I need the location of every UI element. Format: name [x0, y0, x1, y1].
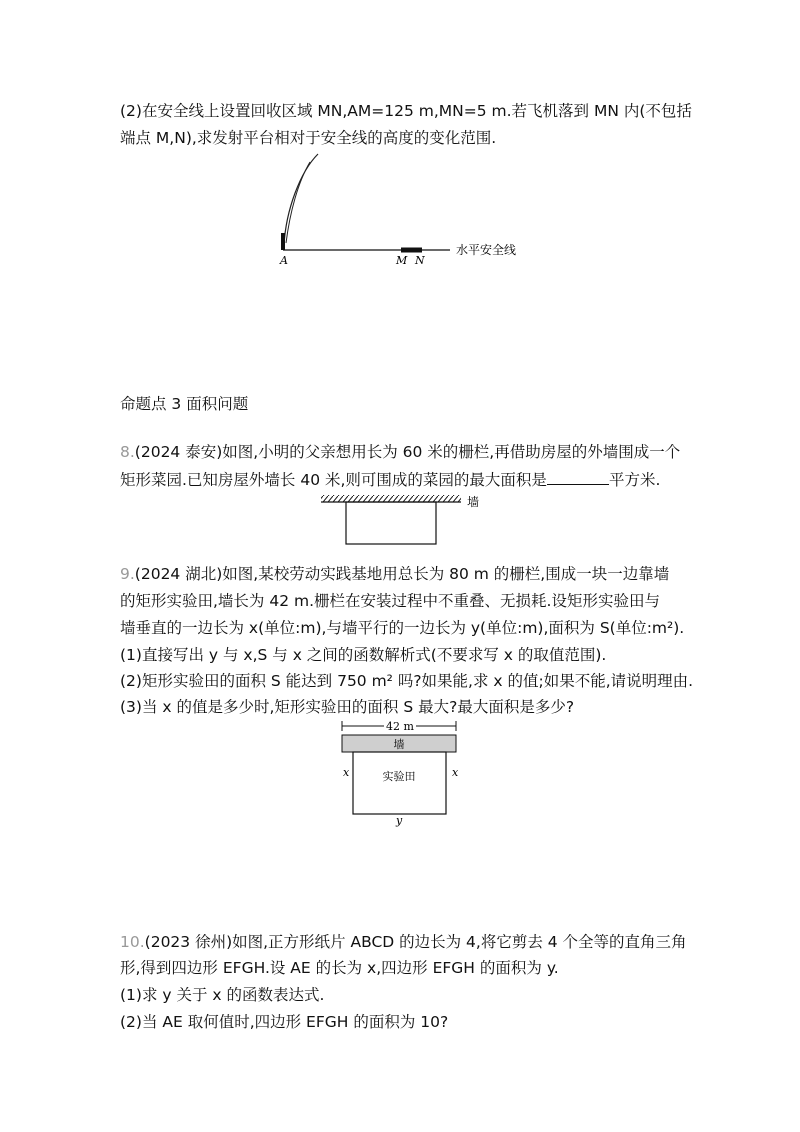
bottom-side-label: y	[396, 814, 403, 827]
launch-trajectory-figure	[270, 150, 540, 270]
experiment-field-figure	[336, 716, 468, 828]
wall-label: 墙	[467, 495, 480, 509]
q9-sub2: (2)矩形实验田的面积 S 能达到 750 m² 吗?如果能,求 x 的值;如果不能,请说明理由.	[120, 672, 694, 690]
q9-text-line2: 的矩形实验田,墙长为 42 m.栅栏在安装过程中不重叠、无损耗.设矩形实验田与	[120, 592, 660, 610]
safety-line-label: 水平安全线	[456, 243, 517, 257]
q10-line1	[120, 932, 687, 952]
q10-text-line2: 形,得到四边形 EFGH.设 AE 的长为 x,四边形 EFGH 的面积为 y.	[120, 959, 559, 977]
q9-sub3: (3)当 x 的值是多少时,矩形实验田的面积 S 最大?最大面积是多少?	[120, 698, 575, 716]
garden-fence-rectangle	[346, 502, 436, 544]
q8-line1	[120, 442, 680, 462]
point-a-label: A	[280, 254, 288, 267]
q8-text-line2: 矩形菜园.已知房屋外墙长 40 米,则可围成的菜园的最大面积是	[120, 471, 547, 489]
q10-text-line1: (2023 徐州)如图,正方形纸片 ABCD 的边长为 4,将它剪去 4 个全等的直角三角	[144, 933, 687, 951]
q8-answer-blank[interactable]	[547, 470, 609, 485]
q10-number: 10.	[120, 933, 145, 951]
q9-sub1: (1)直接写出 y 与 x,S 与 x 之间的函数解析式(不要求写 x 的取值范围).	[120, 646, 607, 664]
q8-text-line2-end: 平方米.	[608, 471, 661, 489]
section-title: 命题点 3 面积问题	[120, 395, 249, 413]
top-dimension-label: 42 m	[386, 720, 414, 733]
q8-line2	[120, 470, 660, 490]
wall-bar-label: 墙	[393, 738, 405, 751]
point-m-label: M	[396, 254, 408, 267]
q10-sub2: (2)当 AE 取何值时,四边形 EFGH 的面积为 10?	[120, 1013, 449, 1031]
trajectory-curve-outer	[284, 154, 318, 245]
q9-text-line3: 墙垂直的一边长为 x(单位:m),与墙平行的一边长为 y(单位:m),面积为 S(单位:m²).	[120, 619, 685, 637]
q8-number: 8.	[120, 443, 135, 461]
q8-text-line1: (2024 泰安)如图,小明的父亲想用长为 60 米的栅栏,再借助房屋的外墙围成一个	[134, 443, 681, 461]
q7-text-line2: 端点 M,N),求发射平台相对于安全线的高度的变化范围.	[120, 129, 497, 147]
field-rectangle	[353, 752, 446, 814]
q9-number: 9.	[120, 565, 135, 583]
house-wall-hatching	[321, 495, 461, 502]
q10-sub1: (1)求 y 关于 x 的函数表达式.	[120, 986, 325, 1004]
q9-text-line1: (2024 湖北)如图,某校劳动实践基地用总长为 80 m 的栅栏,围成一块一边靠墙	[134, 565, 670, 583]
garden-figure	[318, 490, 498, 550]
q9-line1	[120, 564, 669, 584]
field-label: 实验田	[382, 770, 416, 783]
q7-text-line1: (2)在安全线上设置回收区域 MN,AM=125 m,MN=5 m.若飞机落到 MN 内(不包括	[120, 102, 692, 120]
left-side-label: x	[343, 766, 350, 779]
point-n-label: N	[415, 254, 425, 267]
right-side-label: x	[452, 766, 459, 779]
trajectory-curve-inner	[286, 162, 310, 243]
